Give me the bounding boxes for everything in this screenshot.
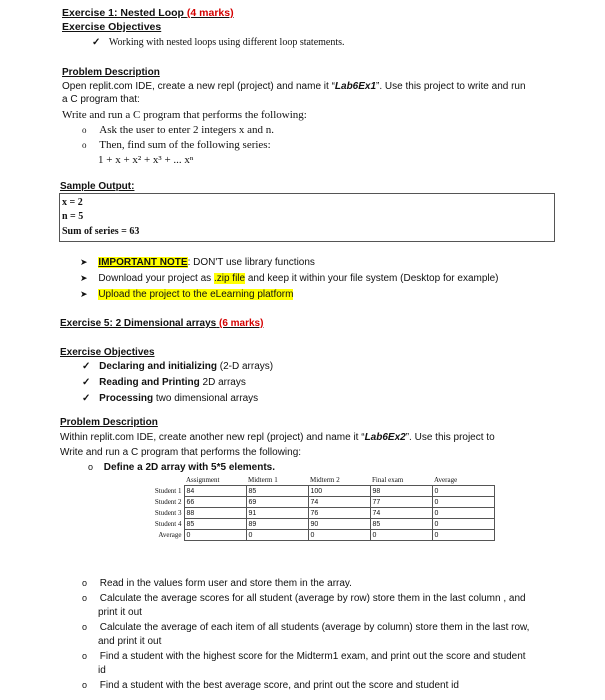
series-formula: 1 + x + x² + x³ + ... xⁿ — [98, 154, 194, 166]
define-array-text: Define a 2D array with 5*5 elements. — [103, 462, 275, 473]
objective-rest: (2-D arrays) — [216, 361, 274, 372]
row-header: Student 1 — [154, 486, 182, 495]
table-cell: 98 — [370, 486, 432, 497]
task-text: Find a student with the highest score for the Midterm1 exam, and print out the score and student — [99, 651, 526, 662]
sample-line: x = 2 — [62, 197, 83, 208]
table-cell: 66 — [184, 497, 246, 508]
exercise-1-step-1 — [82, 124, 274, 136]
row-header: Average — [158, 530, 182, 539]
table-row — [120, 486, 494, 497]
bullet-icon — [82, 578, 87, 589]
arrow-bullet-icon — [80, 273, 88, 284]
task-item — [82, 622, 529, 633]
desc-text: Open replit.com IDE, create a new repl (project) and name it “ — [62, 81, 335, 92]
desc-text: ”. Use this project to — [405, 432, 495, 443]
table-cell: 76 — [308, 508, 370, 519]
note-text: Download your project as — [98, 273, 214, 284]
exercise-1-title — [62, 7, 234, 19]
repl-name: Lab6Ex2 — [364, 432, 406, 443]
objective-bold: Processing — [99, 393, 154, 404]
table-cell: 0 — [432, 497, 494, 508]
arrow-bullet-icon — [80, 257, 88, 268]
table-corner — [120, 475, 184, 486]
bullet-icon — [88, 462, 93, 473]
bullet-icon — [82, 651, 87, 662]
table-cell: 74 — [308, 497, 370, 508]
important-note-label: IMPORTANT NOTE — [98, 257, 188, 268]
exercise-5-description-line2: Write and run a C program that performs the following: — [60, 447, 302, 458]
bullet-icon — [82, 680, 87, 691]
table-cell: 0 — [432, 486, 494, 497]
objective-rest: two dimensional arrays — [153, 393, 259, 404]
table-cell: 0 — [432, 530, 494, 541]
task-item — [82, 651, 526, 662]
desc-text: ”. Use this project to write and run — [376, 81, 526, 92]
zip-file-highlight: .zip file — [213, 273, 246, 284]
table-cell: 0 — [432, 519, 494, 530]
table-cell: 0 — [308, 530, 370, 541]
exercise-1-description-line2: a C program that: — [62, 94, 140, 105]
repl-name: Lab6Ex1 — [334, 81, 377, 92]
row-header: Student 4 — [154, 519, 182, 528]
grades-table-wrapper — [120, 475, 495, 541]
exercise-5-title-text: Exercise 5: 2 Dimensional arrays — [60, 318, 217, 329]
task-text: Read in the values form user and store them in the array. — [99, 578, 352, 589]
column-header: Average — [434, 475, 458, 484]
exercise-5-marks: (6 marks) — [218, 318, 264, 329]
checkmark-icon — [92, 37, 100, 48]
task-item — [82, 593, 526, 604]
table-row — [120, 530, 494, 541]
table-cell: 85 — [246, 486, 308, 497]
bullet-icon — [82, 593, 87, 604]
exercise-1-objective-text: Working with nested loops using different loop statements. — [108, 37, 345, 48]
task-item — [82, 578, 352, 589]
sample-output-box — [59, 193, 555, 242]
task-text: Find a student with the best average score, and print out the score and student id — [99, 680, 459, 691]
note-important — [80, 257, 315, 268]
grades-table — [120, 475, 495, 541]
row-header: Student 3 — [154, 508, 182, 517]
bullet-icon — [82, 622, 87, 633]
table-cell: 0 — [432, 508, 494, 519]
define-array-item — [88, 462, 275, 473]
task-continuation: id — [98, 665, 106, 676]
step-text: Ask the user to enter 2 integers x and n. — [99, 124, 274, 136]
table-cell: 90 — [308, 519, 370, 530]
task-text: Calculate the average scores for all student (average by row) store them in the last column , and — [99, 593, 526, 604]
bullet-icon — [82, 124, 87, 136]
exercise-5-description — [60, 432, 495, 443]
table-cell: 0 — [184, 530, 246, 541]
column-header: Midterm 2 — [310, 475, 340, 484]
checkmark-icon — [82, 361, 90, 372]
exercise-5-objectives-heading: Exercise Objectives — [60, 347, 155, 358]
exercise-5-title — [60, 318, 263, 329]
column-header: Assignment — [186, 475, 220, 484]
arrow-bullet-icon — [80, 289, 88, 300]
objective-bold: Reading and Printing — [99, 377, 200, 388]
exercise-1-problem-heading: Problem Description — [62, 67, 160, 78]
bullet-icon — [82, 139, 87, 151]
table-cell: 69 — [246, 497, 308, 508]
column-header: Midterm 1 — [248, 475, 278, 484]
sample-line: Sum of series = 63 — [62, 226, 140, 237]
table-cell: 88 — [184, 508, 246, 519]
table-cell: 89 — [246, 519, 308, 530]
table-row — [120, 508, 494, 519]
exercise-5-problem-heading: Problem Description — [60, 417, 158, 428]
exercise-1-description — [62, 81, 526, 92]
desc-text: Within replit.com IDE, create another new repl (project) and name it “ — [60, 432, 365, 443]
objective-rest: 2D arrays — [199, 377, 246, 388]
table-cell: 84 — [184, 486, 246, 497]
sample-line: n = 5 — [62, 211, 84, 222]
task-continuation: print it out — [98, 607, 142, 618]
exercise-1-title-text: Exercise 1: Nested Loop — [62, 7, 184, 19]
task-item — [82, 680, 459, 691]
checkmark-icon — [82, 377, 90, 388]
table-cell: 85 — [184, 519, 246, 530]
table-cell: 100 — [308, 486, 370, 497]
table-cell: 85 — [370, 519, 432, 530]
task-continuation: and print it out — [98, 636, 162, 647]
column-header: Final exam — [372, 475, 404, 484]
table-row — [120, 497, 494, 508]
table-cell: 77 — [370, 497, 432, 508]
exercise-5-objective — [82, 393, 258, 404]
exercise-1-marks: (4 marks) — [186, 7, 234, 19]
row-header: Student 2 — [154, 497, 182, 506]
checkmark-icon — [82, 393, 90, 404]
exercise-1-objective — [92, 37, 345, 48]
exercise-1-step-2 — [82, 139, 271, 151]
exercise-1-objectives-heading: Exercise Objectives — [62, 21, 162, 33]
table-cell: 0 — [370, 530, 432, 541]
task-text: Calculate the average of each item of all students (average by column) store them in the last row, — [99, 622, 530, 633]
table-cell: 0 — [246, 530, 308, 541]
table-row — [120, 519, 494, 530]
exercise-1-intro: Write and run a C program that performs the following: — [62, 109, 307, 121]
note-download — [80, 273, 499, 284]
note-text: : DON'T use library functions — [187, 257, 315, 268]
note-text: and keep it within your file system (Desktop for example) — [245, 273, 499, 284]
note-upload — [80, 289, 293, 300]
note-text: Upload the project to the eLearning platform — [98, 289, 294, 300]
exercise-5-objective — [82, 361, 273, 372]
table-header-row — [120, 475, 494, 486]
objective-bold: Declaring and initializing — [99, 361, 217, 372]
table-cell: 91 — [246, 508, 308, 519]
exercise-5-objective — [82, 377, 246, 388]
step-text: Then, find sum of the following series: — [99, 139, 271, 151]
table-cell: 74 — [370, 508, 432, 519]
sample-output-heading: Sample Output: — [60, 181, 135, 192]
